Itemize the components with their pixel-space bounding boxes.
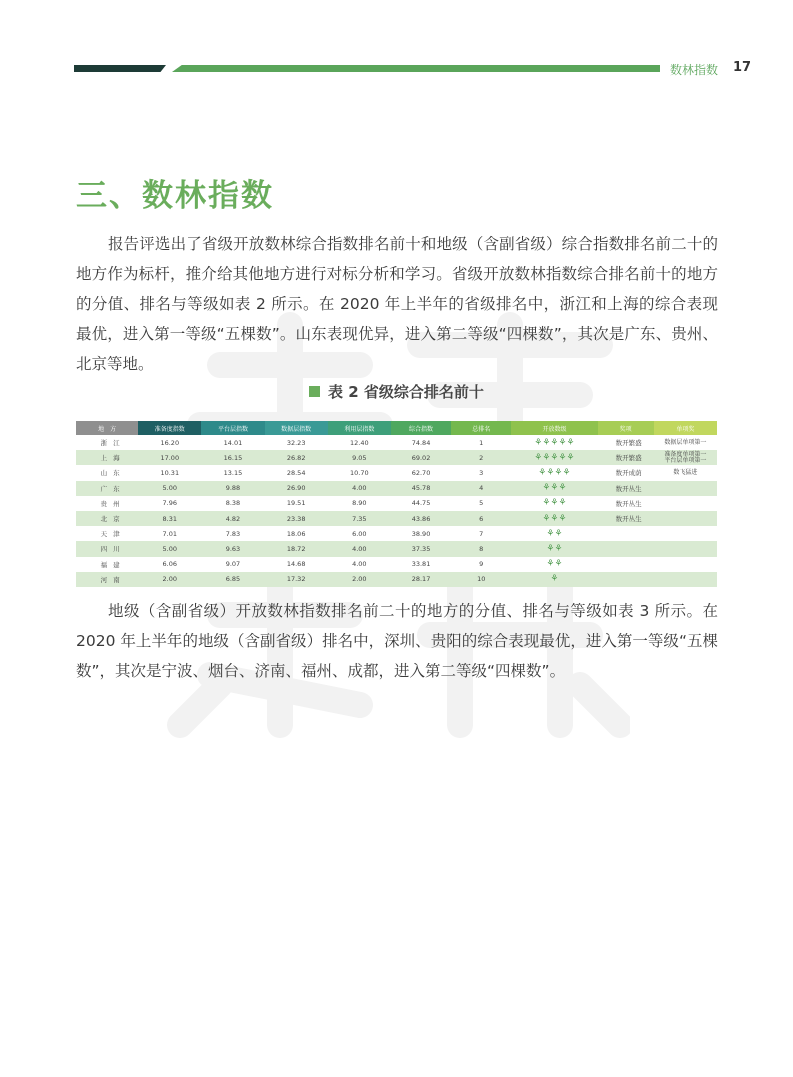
prep-cell: 2.00: [138, 572, 201, 587]
region-cell: 上海: [76, 450, 138, 465]
rank-cell: 10: [451, 572, 511, 587]
table-row: [76, 526, 717, 541]
region-cell: 贵州: [76, 496, 138, 511]
award-cell: 数开丛生: [598, 496, 654, 511]
header-cell: 总排名: [451, 421, 511, 435]
award-cell: [598, 526, 654, 541]
region-cell: 四川: [76, 541, 138, 556]
platform-cell: 7.83: [201, 526, 264, 541]
data-cell: 23.38: [265, 511, 328, 526]
data-cell: 17.32: [265, 572, 328, 587]
table-caption: [0, 381, 793, 402]
platform-cell: 16.15: [201, 450, 264, 465]
use-cell: 8.90: [328, 496, 391, 511]
single-award-cell: [654, 450, 717, 465]
section-title: 三、数林指数: [76, 178, 274, 214]
rank-cell: 4: [451, 481, 511, 496]
prep-cell: 7.96: [138, 496, 201, 511]
single-award-cell: [654, 557, 717, 572]
table-row: [76, 572, 717, 587]
award-cell: [598, 541, 654, 556]
table-row: [76, 465, 717, 480]
sapling-icon: ⚘: [511, 572, 597, 587]
award-cell: 数开繁盛: [598, 435, 654, 450]
rank-cell: 2: [451, 450, 511, 465]
sapling-icon: ⚘⚘: [511, 557, 597, 572]
sapling-icon: ⚘⚘⚘: [511, 511, 597, 526]
single-award-cell: 数飞猛进: [654, 465, 717, 480]
data-cell: 18.06: [265, 526, 328, 541]
platform-cell: 9.63: [201, 541, 264, 556]
award-cell: 数开繁盛: [598, 450, 654, 465]
total-cell: 45.78: [391, 481, 451, 496]
paragraph-city-ranking: 地级（含副省级）开放数林指数排名前二十的地方的分值、排名与等级如表 3 所示。在 2020 年上半年的地级（含副省级）排名中，深圳、贵阳的综合表现最优，进入第一等级“五棵数”，其次是宁波、烟台、济南、福州、成都，进入第二等级“四棵数”。: [76, 602, 718, 680]
region-cell: 山东: [76, 465, 138, 480]
rank-cell: 3: [451, 465, 511, 480]
region-cell: 北京: [76, 511, 138, 526]
prep-cell: 16.20: [138, 435, 201, 450]
single-award-cell: [654, 511, 717, 526]
sapling-icon: ⚘⚘⚘: [511, 481, 597, 496]
prep-cell: 17.00: [138, 450, 201, 465]
header-cell: 平台层指数: [201, 421, 264, 435]
table-row: [76, 541, 717, 556]
rank-cell: 1: [451, 435, 511, 450]
data-cell: 18.72: [265, 541, 328, 556]
header-cell: 奖项: [598, 421, 654, 435]
platform-cell: 14.01: [201, 435, 264, 450]
rank-cell: 5: [451, 496, 511, 511]
total-cell: 28.17: [391, 572, 451, 587]
total-cell: 74.84: [391, 435, 451, 450]
sapling-icon: ⚘⚘⚘: [511, 496, 597, 511]
sapling-icon: ⚘⚘: [511, 541, 597, 556]
prep-cell: 5.00: [138, 481, 201, 496]
table-caption-text: 表 2 省级综合排名前十: [328, 383, 484, 401]
region-cell: 天津: [76, 526, 138, 541]
platform-cell: 8.38: [201, 496, 264, 511]
data-cell: 26.82: [265, 450, 328, 465]
total-cell: 62.70: [391, 465, 451, 480]
single-award-cell: 数据层单项第一: [654, 435, 717, 450]
provincial-ranking-table: [76, 421, 717, 587]
rank-cell: 8: [451, 541, 511, 556]
header-cell: 单项奖: [654, 421, 717, 435]
region-cell: 河南: [76, 572, 138, 587]
platform-cell: 13.15: [201, 465, 264, 480]
header-cell: 利用层指数: [328, 421, 391, 435]
use-cell: 2.00: [328, 572, 391, 587]
award-cell: 数开丛生: [598, 511, 654, 526]
award-cell: [598, 572, 654, 587]
platform-cell: 9.88: [201, 481, 264, 496]
total-cell: 37.35: [391, 541, 451, 556]
data-cell: 14.68: [265, 557, 328, 572]
total-cell: 38.90: [391, 526, 451, 541]
single-award-cell: [654, 481, 717, 496]
award-cell: 数开丛生: [598, 481, 654, 496]
single-award-cell: [654, 526, 717, 541]
platform-cell: 6.85: [201, 572, 264, 587]
region-cell: 广东: [76, 481, 138, 496]
sapling-icon: ⚘⚘⚘⚘⚘: [511, 450, 597, 465]
single-award-cell: [654, 572, 717, 587]
prep-cell: 5.00: [138, 541, 201, 556]
table-row: [76, 496, 717, 511]
total-cell: 33.81: [391, 557, 451, 572]
page-number: 17: [733, 60, 752, 75]
total-cell: 43.86: [391, 511, 451, 526]
platform-cell: 4.82: [201, 511, 264, 526]
data-cell: 26.90: [265, 481, 328, 496]
table-row: [76, 511, 717, 526]
table-row: [76, 435, 717, 450]
platform-cell: 9.07: [201, 557, 264, 572]
award-cell: [598, 557, 654, 572]
total-cell: 44.75: [391, 496, 451, 511]
single-award-line: 平台层单项第一: [664, 456, 707, 464]
prep-cell: 6.06: [138, 557, 201, 572]
use-cell: 6.00: [328, 526, 391, 541]
header-dark-bar: [74, 65, 166, 72]
table-header-row: [76, 421, 717, 435]
single-award-line: 准备度单项第一: [664, 450, 707, 458]
use-cell: 4.00: [328, 481, 391, 496]
region-cell: 浙江: [76, 435, 138, 450]
data-cell: 32.23: [265, 435, 328, 450]
use-cell: 4.00: [328, 541, 391, 556]
use-cell: 9.05: [328, 450, 391, 465]
sapling-icon: ⚘⚘⚘⚘: [511, 465, 597, 480]
sapling-icon: ⚘⚘⚘⚘⚘: [511, 435, 597, 450]
rank-cell: 6: [451, 511, 511, 526]
use-cell: 7.35: [328, 511, 391, 526]
data-cell: 19.51: [265, 496, 328, 511]
sapling-icon: ⚘⚘: [511, 526, 597, 541]
header-cell: 数据层指数: [265, 421, 328, 435]
header-cell: 地 方: [76, 421, 138, 435]
header-green-bar: [172, 65, 660, 72]
region-cell: 福建: [76, 557, 138, 572]
header-cell: 准备度指数: [138, 421, 201, 435]
table-row: [76, 450, 717, 465]
data-cell: 28.54: [265, 465, 328, 480]
prep-cell: 8.31: [138, 511, 201, 526]
header-cell: 开放数级: [511, 421, 597, 435]
prep-cell: 7.01: [138, 526, 201, 541]
award-cell: 数开成荫: [598, 465, 654, 480]
single-award-cell: [654, 496, 717, 511]
use-cell: 4.00: [328, 557, 391, 572]
caption-square-icon: [309, 386, 320, 397]
prep-cell: 10.31: [138, 465, 201, 480]
table-row: [76, 481, 717, 496]
header-cell: 综合指数: [391, 421, 451, 435]
use-cell: 10.70: [328, 465, 391, 480]
single-award-cell: [654, 541, 717, 556]
header-title: 数林指数: [670, 63, 719, 77]
total-cell: 69.02: [391, 450, 451, 465]
rank-cell: 9: [451, 557, 511, 572]
rank-cell: 7: [451, 526, 511, 541]
table-row: [76, 557, 717, 572]
use-cell: 12.40: [328, 435, 391, 450]
paragraph-intro: 报告评选出了省级开放数林综合指数排名前十和地级（含副省级）综合指数排名前二十的地方作为标杆，推介给其他地方进行对标分析和学习。省级开放数林指数综合排名前十的地方的分值、排名与等级如表 2 所示。在 2020 年上半年的省级排名中，浙江和上海的综合表现最优，进入第一等级“五棵数”。山东表现优异，进入第二等级“四棵数”，其次是广东、贵州、北京等地。: [76, 235, 718, 373]
